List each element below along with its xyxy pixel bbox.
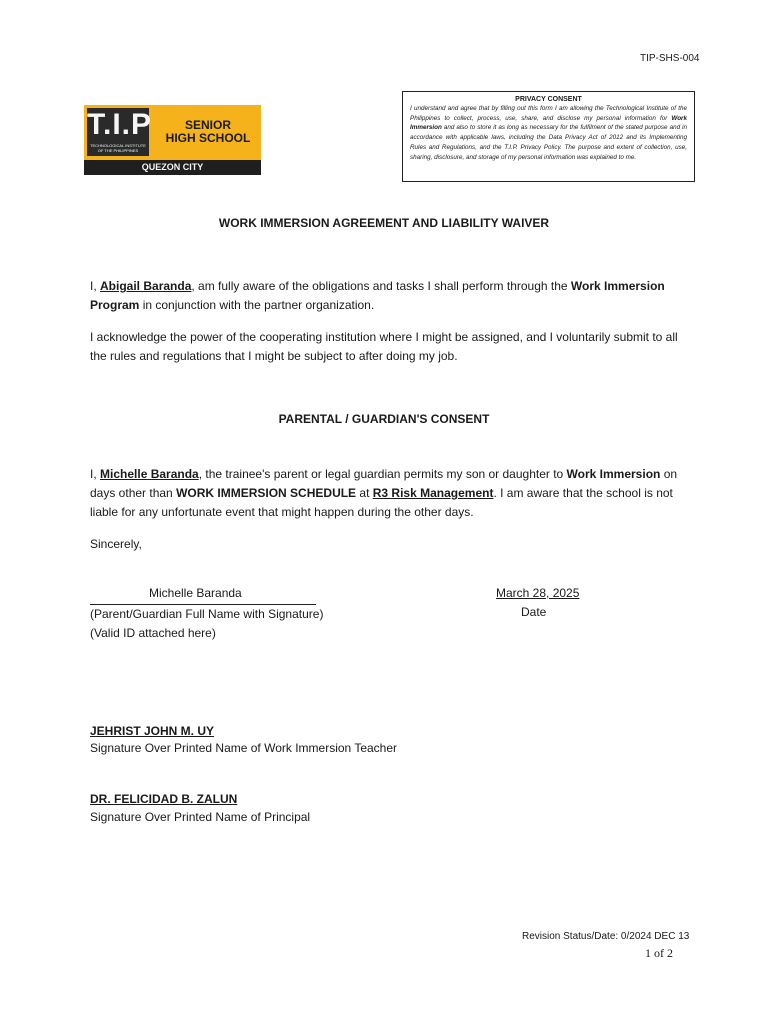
parent-signature-name: Michelle Baranda — [149, 586, 242, 600]
document-title: WORK IMMERSION AGREEMENT AND LIABILITY WAIVER — [218, 216, 550, 230]
revision-status: Revision Status/Date: 0/2024 DEC 13 — [522, 931, 690, 942]
p3-suffix: . I am aware that the school is not liable for any unfortunate event that might happen during the other days. — [90, 486, 673, 519]
agreement-paragraph — [90, 277, 690, 315]
logo-school-name — [158, 119, 258, 145]
teacher-caption: Signature Over Printed Name of Work Immersion Teacher — [90, 741, 398, 755]
privacy-text-bold: Work Immersion — [410, 114, 687, 132]
acknowledge-paragraph: I acknowledge the power of the cooperating institution where I might be assigned, and I voluntarily submit to all the rules and regulations that I might be subject to after doing my job. — [90, 330, 678, 363]
signature-date: March 28, 2025 — [496, 586, 580, 600]
parent-signature-caption — [90, 605, 323, 643]
principal-name: DR. FELICIDAD B. ZALUN — [90, 792, 238, 806]
company-name: R3 Risk Management — [372, 486, 494, 500]
teacher-name: JEHRIST JOHN M. UY — [90, 724, 215, 738]
program-name: Work Immersion Program — [90, 279, 665, 312]
consent-paragraph — [90, 465, 690, 522]
logo-bottom-band — [84, 160, 261, 175]
logo-institute-text: TECHNOLOGICAL INSTITUTE OF THE PHILIPPINES — [90, 143, 146, 153]
p1-mid: , am fully aware of the obligations and tasks I shall perform through the — [191, 279, 571, 293]
date-label: Date — [521, 605, 547, 619]
document-code: TIP-SHS-004 — [640, 53, 700, 64]
page-number: 1 of 2 — [645, 946, 673, 960]
privacy-text — [410, 104, 687, 162]
school-logo — [84, 105, 261, 175]
privacy-text-after: and also to store it as long as necessary for the fulfilment of the stated purpose and in accordance with applicable laws, including the Data Privacy Act of 2012 and its Implementing Rules and Regulations, and the T.I.P. Privacy Policy. The purpose and extent of collection, use, sharing, disclosure, and storage of my personal information was explained to me. — [410, 124, 687, 161]
guardian-name: Michelle Baranda — [100, 467, 199, 481]
p3-mid1: , the trainee's parent or legal guardian permits my son or daughter to — [198, 467, 567, 481]
principal-caption: Signature Over Printed Name of Principal — [90, 810, 311, 824]
logo-top-band — [84, 105, 261, 160]
privacy-consent-box — [402, 91, 695, 182]
consent-heading: PARENTAL / GUARDIAN'S CONSENT — [278, 412, 490, 426]
parent-caption-line1: (Parent/Guardian Full Name with Signature) — [90, 607, 324, 621]
logo-tip-emblem — [87, 108, 153, 156]
p1-prefix: I, — [90, 279, 101, 293]
logo-school-line1: SENIOR — [184, 118, 231, 132]
p3-mid3: at — [356, 486, 373, 500]
privacy-title: PRIVACY CONSENT — [515, 96, 582, 103]
parent-caption-line2: (Valid ID attached here) — [90, 626, 216, 640]
privacy-text-before: I understand and agree that by filling out this form I am allowing the Technological Institute of the Philippines to collect, process, use, share, and disclose my personal information for — [410, 105, 687, 122]
student-name: Abigail Baranda — [100, 279, 192, 293]
p3-mid2: on days other than — [90, 467, 678, 500]
activity-name: Work Immersion — [566, 467, 661, 481]
schedule-text: WORK IMMERSION SCHEDULE — [176, 486, 357, 500]
logo-city: QUEZON CITY — [141, 162, 204, 172]
p3-prefix: I, — [90, 467, 101, 481]
p1-suffix: in conjunction with the partner organization. — [139, 298, 375, 312]
logo-school-line2: HIGH SCHOOL — [165, 131, 251, 145]
closing-sincerely: Sincerely, — [90, 537, 142, 551]
logo-tip-text: T.I.P — [87, 108, 153, 141]
